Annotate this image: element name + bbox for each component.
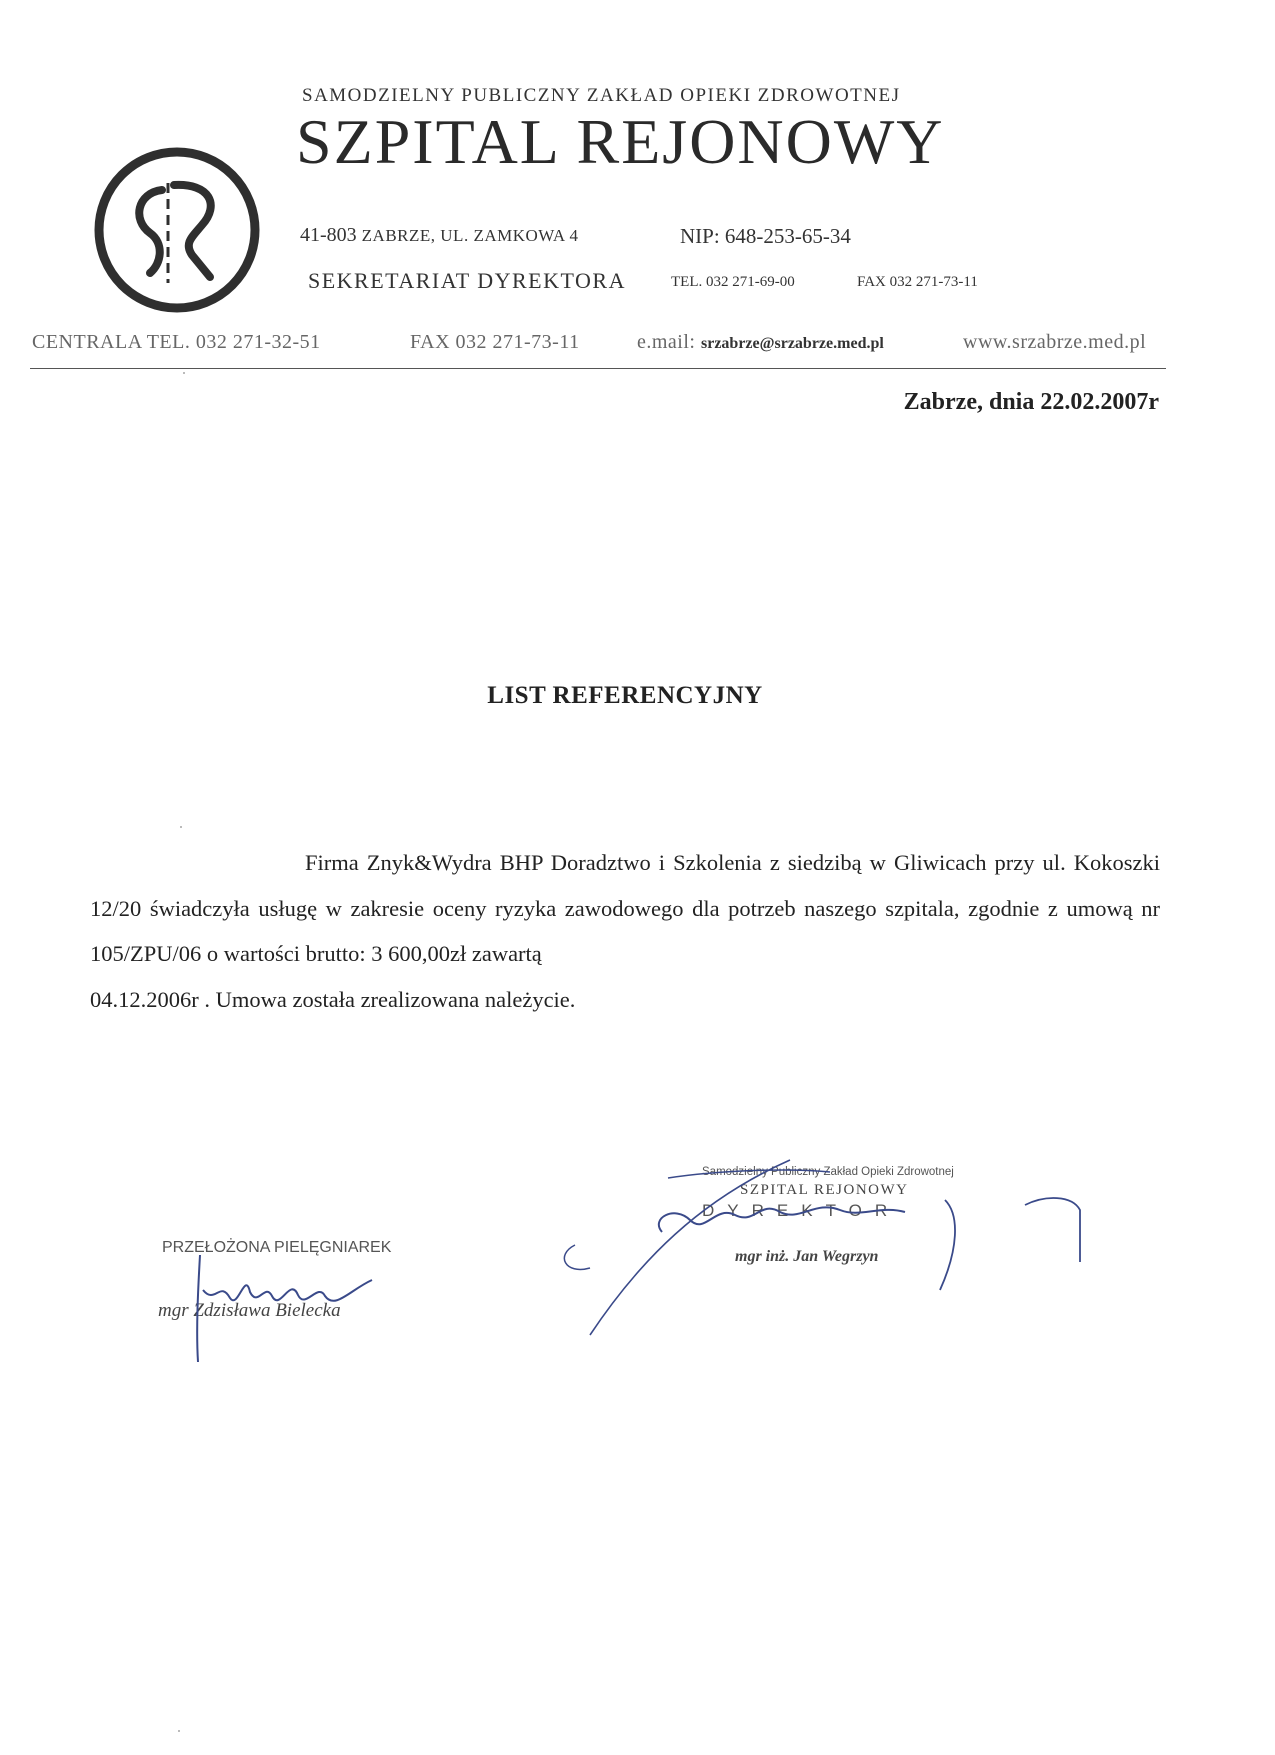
address-line xyxy=(300,224,579,247)
header-divider xyxy=(30,368,1166,369)
secretariat-label: SEKRETARIAT DYREKTORA xyxy=(308,268,626,293)
scan-speck xyxy=(178,1730,180,1732)
letter-title: LIST REFERENCYJNY xyxy=(487,682,763,709)
letter-date: Zabrze, dnia 22.02.2007r xyxy=(903,389,1159,415)
email-label: e.mail: xyxy=(637,331,696,353)
postal-code: 41-803 xyxy=(300,224,357,246)
email-line xyxy=(637,331,884,354)
stamp-right-name: mgr inż. Jan Wegrzyn xyxy=(735,1248,879,1265)
body-last-line: 04.12.2006r . Umowa została zrealizowana należycie. xyxy=(90,986,576,1012)
hospital-name: SZPITAL REJONOWY xyxy=(296,106,945,177)
website-link[interactable]: www.srzabrze.med.pl xyxy=(963,331,1147,353)
scan-speck xyxy=(183,372,185,374)
body-paragraph: Firma Znyk&Wydra BHP Doradztwo i Szkolenia z siedzibą w Gliwicach przy ul. Kokoszki 12/20 świadczyła usługę w zakresie oceny ryzyka zawodowego dla potrzeb naszego szpitala, zgodnie z umową nr 105/ZPU/06 o wartości brutto: 3 600,00zł zawartą xyxy=(90,850,1160,966)
stamp-right-role: DYREKTOR xyxy=(702,1201,901,1220)
stamp-left-name: mgr Zdzisława Bielecka xyxy=(158,1300,341,1321)
stamp-left-title: PRZEŁOŻONA PIELĘGNIAREK xyxy=(162,1239,392,1256)
secretariat-tel: TEL. 032 271-69-00 xyxy=(671,274,795,290)
secretariat-fax: FAX 032 271-73-11 xyxy=(857,274,978,290)
central-tel: CENTRALA TEL. 032 271-32-51 xyxy=(32,331,321,353)
stamp-right-hospital: SZPITAL REJONOWY xyxy=(740,1182,909,1198)
email-link[interactable]: srzabrze@srzabrze.med.pl xyxy=(700,335,884,352)
street-address: ZABRZE, UL. ZAMKOWA 4 xyxy=(361,226,579,245)
org-line: SAMODZIELNY PUBLICZNY ZAKŁAD OPIEKI ZDROWOTNEJ xyxy=(302,85,901,106)
nip-number: NIP: 648-253-65-34 xyxy=(680,224,851,248)
hospital-logo xyxy=(92,145,262,315)
letter-body xyxy=(90,840,1160,1022)
scan-speck xyxy=(180,826,182,828)
stamp-right-org: Samodzielny Publiczny Zakład Opieki Zdrowotnej xyxy=(702,1166,954,1178)
central-fax: FAX 032 271-73-11 xyxy=(410,331,580,353)
